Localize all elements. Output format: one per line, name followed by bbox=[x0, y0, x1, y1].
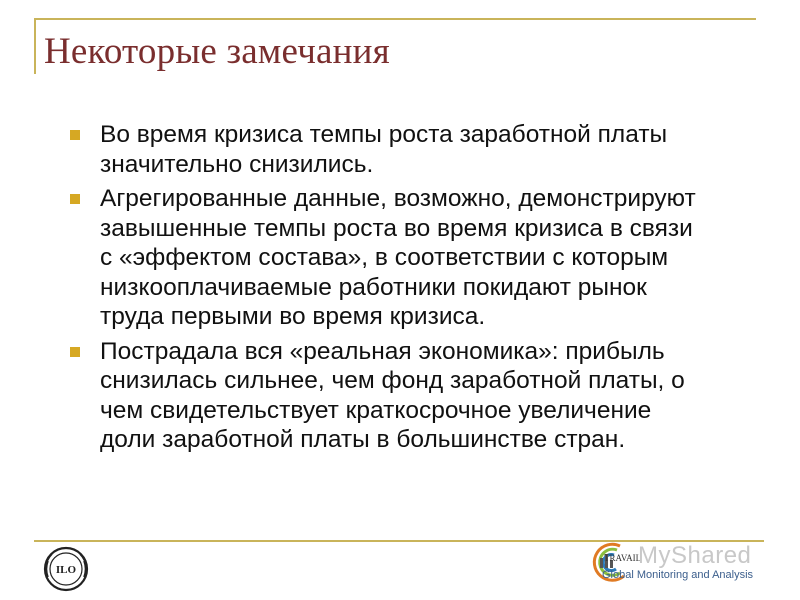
bullet-item bbox=[68, 120, 708, 179]
bullet-item bbox=[68, 337, 708, 455]
ilo-logo-text: ILO bbox=[55, 564, 77, 576]
myshared-watermark bbox=[590, 540, 765, 592]
square-bullet-icon bbox=[70, 347, 80, 357]
bullet-list bbox=[68, 120, 708, 460]
square-bullet-icon bbox=[70, 194, 80, 204]
brand-travail-text: TRAVAIL bbox=[604, 553, 642, 563]
bullet-text: Пострадала вся «реальная экономика»: прибыль снизилась сильнее, чем фонд заработной платы, о чем свидетельствует краткосрочное увеличение доли заработной платы в большинстве стран. bbox=[100, 337, 685, 453]
left-rule bbox=[34, 18, 36, 74]
brand-sub-text: Global Monitoring and Analysis bbox=[602, 569, 754, 581]
bullet-text: Агрегированные данные, возможно, демонстрируют завышенные темпы роста во время кризиса в связи с «эффектом состава», в соответствии с которым низкооплачиваемые работники покидают рынок труда первыми во время кризиса. bbox=[100, 185, 696, 330]
bullet-item bbox=[68, 184, 708, 332]
brand-text: MyShared bbox=[638, 542, 752, 569]
top-rule bbox=[34, 18, 756, 20]
bullet-text: Во время кризиса темпы роста заработной платы значительно снизились. bbox=[100, 121, 668, 178]
square-bullet-icon bbox=[70, 130, 80, 140]
slide-title: Некоторые замечания bbox=[44, 31, 390, 72]
ilo-logo-icon bbox=[42, 545, 90, 593]
